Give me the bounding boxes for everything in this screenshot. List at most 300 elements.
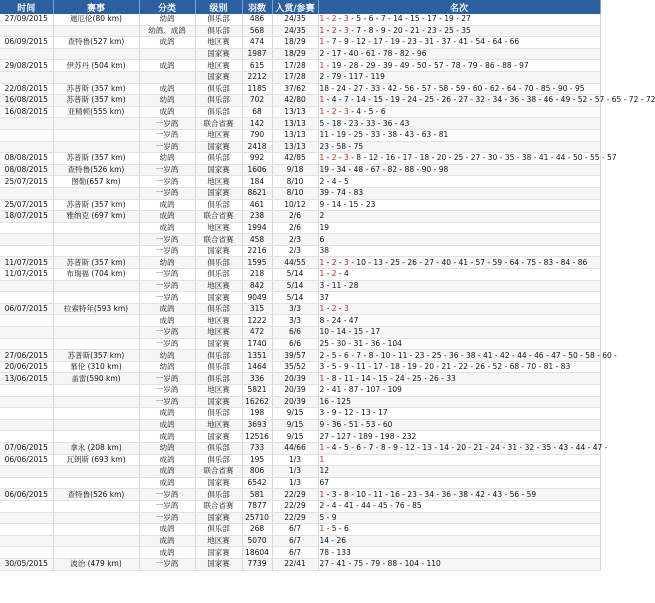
level-cell: 国家赛 <box>195 48 242 60</box>
birds-cell: 7739 <box>242 558 272 570</box>
level-cell: 俱乐部 <box>195 408 242 420</box>
prize-cell: 2/6 <box>272 222 318 234</box>
category-cell: 成鸽 <box>139 454 195 466</box>
category-cell: 成鸽 <box>139 60 195 72</box>
race-cell: 苏普斯 (357 km) <box>53 153 139 165</box>
ranks-cell: 23 - 58 - 75 <box>318 141 600 153</box>
category-cell: 一岁鸽 <box>139 338 195 350</box>
prize-cell: 13/13 <box>272 141 318 153</box>
prize-cell: 18/29 <box>272 48 318 60</box>
category-cell: 幼鸽 <box>139 257 195 269</box>
table-row <box>0 257 600 269</box>
date-cell <box>0 338 53 350</box>
table-row <box>0 396 600 408</box>
race-cell <box>53 408 139 420</box>
prize-cell: 2/6 <box>272 211 318 223</box>
table-row <box>0 245 600 257</box>
level-cell: 联合省赛 <box>195 466 242 478</box>
race-cell <box>53 512 139 524</box>
ranks-cell: 6 <box>318 234 600 246</box>
level-cell: 俱乐部 <box>195 269 242 281</box>
category-cell: 一岁鸽 <box>139 512 195 524</box>
prize-cell: 20/39 <box>272 373 318 385</box>
level-cell: 俱乐部 <box>195 153 242 165</box>
level-cell: 地区赛 <box>195 129 242 141</box>
ranks-cell: 2 <box>318 211 600 223</box>
ranks-cell: 3 - 11 - 28 <box>318 280 600 292</box>
ranks-cell: 27 - 41 - 75 - 79 - 88 - 104 - 110 <box>318 558 600 570</box>
prize-cell: 1/3 <box>272 466 318 478</box>
race-cell <box>53 25 139 37</box>
category-cell: 幼鸽 <box>139 153 195 165</box>
table-row <box>0 48 600 60</box>
ranks-cell: 1 - 5 - 6 <box>318 524 600 536</box>
level-cell: 地区赛 <box>195 315 242 327</box>
ranks-cell: 25 - 30 - 31 - 36 - 104 <box>318 338 600 350</box>
date-cell: 13/06/2015 <box>0 373 53 385</box>
ranks-cell: 19 - 34 - 48 - 67 - 82 - 88 - 90 - 98 <box>318 164 600 176</box>
ranks-cell: 1 - 4 - 5 - 6 - 7 - 8 - 9 - 12 - 13 - 14 - 20 - 21 - 24 - 31 - 32 - 35 - 43 - 44 - 47 - <box>319 443 608 453</box>
date-cell <box>0 48 53 60</box>
birds-cell: 581 <box>242 489 272 501</box>
race-cell: 拉索特年(593 km) <box>53 303 139 315</box>
race-cell <box>53 419 139 431</box>
prize-cell: 22/29 <box>272 489 318 501</box>
level-cell: 地区赛 <box>195 176 242 188</box>
race-cell <box>53 245 139 257</box>
category-cell: 成鸽 <box>139 466 195 478</box>
level-cell: 国家赛 <box>195 338 242 350</box>
table-row <box>0 512 600 524</box>
ranks-cell: 10 - 14 - 15 - 17 <box>318 327 600 339</box>
table-row <box>0 558 600 570</box>
ranks-cell: 1 - 2 - 3 - 4 - 5 - 6 <box>318 106 600 118</box>
prize-cell: 18/29 <box>272 37 318 49</box>
category-cell: 一岁鸽 <box>139 164 195 176</box>
ranks-cell: 1 - 2 - 3 - 5 - 6 - 7 - 14 - 15 - 17 - 19 - 27 <box>318 14 600 25</box>
ranks-cell: 1 - 2 - 3 - 10 - 13 - 25 - 26 - 27 - 40 - 41 - 57 - 59 - 64 - 75 - 83 - 84 - 86 <box>318 257 600 269</box>
birds-cell: 458 <box>242 234 272 246</box>
race-cell <box>53 280 139 292</box>
race-cell <box>53 500 139 512</box>
date-cell <box>0 385 53 397</box>
table-row <box>0 211 600 223</box>
birds-cell: 568 <box>242 25 272 37</box>
date-cell: 20/06/2015 <box>0 361 53 373</box>
table-row <box>0 454 600 466</box>
race-cell <box>53 222 139 234</box>
ranks-cell: 1 <box>318 454 600 466</box>
birds-cell: 16262 <box>242 396 272 408</box>
date-cell <box>0 512 53 524</box>
level-cell: 俱乐部 <box>195 442 242 454</box>
race-cell <box>53 187 139 199</box>
birds-cell: 1185 <box>242 83 272 95</box>
table-row <box>0 129 600 141</box>
level-cell: 地区赛 <box>195 280 242 292</box>
table-row <box>0 60 600 72</box>
table-row <box>0 547 600 559</box>
category-cell <box>139 48 195 60</box>
prize-cell: 44/66 <box>272 442 318 454</box>
race-cell: 查特鲁(527 km) <box>53 37 139 49</box>
table-row <box>0 222 600 234</box>
date-cell <box>0 71 53 83</box>
prize-cell: 5/14 <box>272 292 318 304</box>
date-cell <box>0 396 53 408</box>
ranks-cell: 1 - 2 - 3 - 8 - 12 - 16 - 17 - 18 - 20 - 25 - 27 - 30 - 35 - 38 - 41 - 44 - 50 - 55 - 57 <box>319 153 617 163</box>
category-cell: 幼鸽 <box>139 442 195 454</box>
date-cell <box>0 327 53 339</box>
level-cell: 俱乐部 <box>195 83 242 95</box>
prize-cell: 22/41 <box>272 558 318 570</box>
prize-cell: 42/85 <box>272 153 318 165</box>
category-cell: 成鸽 <box>139 477 195 489</box>
birds-cell: 25710 <box>242 512 272 524</box>
header-birds: 羽数 <box>242 0 272 14</box>
level-cell: 俱乐部 <box>195 25 242 37</box>
date-cell <box>0 222 53 234</box>
table-row <box>0 280 600 292</box>
race-cell: 苏普斯(357 km) <box>53 350 139 362</box>
race-cell <box>53 396 139 408</box>
table-row <box>0 292 600 304</box>
race-cell: 慕伦 (310 km) <box>53 361 139 373</box>
date-cell <box>0 535 53 547</box>
prize-cell: 35/52 <box>272 361 318 373</box>
level-cell: 国家赛 <box>195 558 242 570</box>
race-cell <box>53 327 139 339</box>
prize-cell: 17/28 <box>272 60 318 72</box>
category-cell: 一岁鸽 <box>139 500 195 512</box>
ranks-cell: 5 - 18 - 23 - 33 - 36 - 43 <box>318 118 600 130</box>
level-cell: 俱乐部 <box>195 303 242 315</box>
ranks-cell: 14 - 26 <box>318 535 600 547</box>
table-row <box>0 303 600 315</box>
ranks-cell: 1 - 7 - 9 - 12 - 17 - 19 - 23 - 31 - 37 - 41 - 54 - 64 - 66 <box>318 37 600 49</box>
table-row <box>0 477 600 489</box>
birds-cell: 992 <box>242 153 272 165</box>
prize-cell: 9/15 <box>272 431 318 443</box>
category-cell: 一岁鸽 <box>139 373 195 385</box>
birds-cell: 198 <box>242 408 272 420</box>
race-cell <box>53 477 139 489</box>
ranks-cell: 38 <box>318 245 600 257</box>
birds-cell: 615 <box>242 60 272 72</box>
table-row <box>0 524 600 536</box>
table-row <box>0 164 600 176</box>
prize-cell: 44/55 <box>272 257 318 269</box>
prize-cell: 20/39 <box>272 385 318 397</box>
birds-cell: 790 <box>242 129 272 141</box>
prize-cell: 3/3 <box>272 315 318 327</box>
race-cell: 亚精顿(555 km) <box>53 106 139 118</box>
birds-cell: 2212 <box>242 71 272 83</box>
category-cell: 成鸽 <box>139 315 195 327</box>
birds-cell: 5070 <box>242 535 272 547</box>
race-cell: 苏普斯 (357 km) <box>53 83 139 95</box>
level-cell: 联合省赛 <box>195 234 242 246</box>
race-cell <box>53 338 139 350</box>
date-cell: 27/06/2015 <box>0 350 53 362</box>
birds-cell: 184 <box>242 176 272 188</box>
date-cell: 25/07/2015 <box>0 176 53 188</box>
table-row <box>0 338 600 350</box>
level-cell: 国家赛 <box>195 141 242 153</box>
ranks-cell: 67 <box>318 477 600 489</box>
date-cell: 25/07/2015 <box>0 199 53 211</box>
category-cell: 成鸽 <box>139 303 195 315</box>
level-cell: 俱乐部 <box>195 14 242 25</box>
prize-cell: 37/62 <box>272 83 318 95</box>
level-cell: 联合省赛 <box>195 500 242 512</box>
level-cell: 俱乐部 <box>195 106 242 118</box>
date-cell <box>0 118 53 130</box>
prize-cell: 8/10 <box>272 176 318 188</box>
race-cell: 伊苏丹 (504 km) <box>53 60 139 72</box>
date-cell <box>0 500 53 512</box>
category-cell: 成鸽 <box>139 535 195 547</box>
date-cell: 07/06/2015 <box>0 442 53 454</box>
ranks-cell: 9 - 36 - 51 - 53 - 60 <box>318 419 600 431</box>
category-cell: 一岁鸽 <box>139 385 195 397</box>
table-row <box>0 489 600 501</box>
ranks-cell: 9 - 14 - 15 - 23 <box>318 199 600 211</box>
category-cell: 幼鸽 <box>139 14 195 25</box>
ranks-cell: 37 <box>318 292 600 304</box>
birds-cell: 1987 <box>242 48 272 60</box>
prize-cell: 13/13 <box>272 129 318 141</box>
prize-cell: 6/7 <box>272 535 318 547</box>
level-cell: 俱乐部 <box>195 489 242 501</box>
table-row <box>0 118 600 130</box>
date-cell <box>0 141 53 153</box>
race-cell <box>53 385 139 397</box>
level-cell: 国家赛 <box>195 512 242 524</box>
category-cell: 一岁鸽 <box>139 292 195 304</box>
level-cell: 国家赛 <box>195 547 242 559</box>
category-cell: 成鸽 <box>139 408 195 420</box>
birds-cell: 1606 <box>242 164 272 176</box>
date-cell: 27/09/2015 <box>0 14 53 25</box>
level-cell: 联合省赛 <box>195 211 242 223</box>
birds-cell: 268 <box>242 524 272 536</box>
header-ranks: 名次 <box>318 0 600 14</box>
category-cell: 成鸽 <box>139 106 195 118</box>
table-row <box>0 153 600 165</box>
date-cell: 08/08/2015 <box>0 153 53 165</box>
level-cell: 联合省赛 <box>195 118 242 130</box>
race-cell <box>53 71 139 83</box>
ranks-cell: 1 - 2 - 3 <box>318 303 600 315</box>
birds-cell: 336 <box>242 373 272 385</box>
ranks-cell: 1 - 8 - 11 - 14 - 15 - 24 - 25 - 26 - 33 <box>318 373 600 385</box>
date-cell <box>0 25 53 37</box>
date-cell <box>0 408 53 420</box>
level-cell: 地区赛 <box>195 327 242 339</box>
race-cell <box>53 547 139 559</box>
category-cell: 一岁鸽 <box>139 129 195 141</box>
date-cell <box>0 234 53 246</box>
table-row <box>0 176 600 188</box>
ranks-cell: 1 - 3 - 8 - 10 - 11 - 16 - 23 - 34 - 36 - 38 - 42 - 43 - 56 - 59 <box>318 489 600 501</box>
birds-cell: 486 <box>242 14 272 25</box>
header-race: 赛事 <box>53 0 139 14</box>
ranks-cell: 1 - 2 - 3 - 7 - 8 - 9 - 20 - 21 - 23 - 25 - 35 <box>318 25 600 37</box>
birds-cell: 1595 <box>242 257 272 269</box>
table-row <box>0 361 600 373</box>
date-cell: 11/07/2015 <box>0 269 53 281</box>
ranks-cell: 5 - 9 <box>318 512 600 524</box>
table-body <box>0 14 655 570</box>
race-cell: 苏普斯 (357 km) <box>53 199 139 211</box>
prize-cell: 20/39 <box>272 396 318 408</box>
race-cell: 苏普斯 (357 km) <box>53 257 139 269</box>
date-cell: 06/06/2015 <box>0 454 53 466</box>
table-row <box>0 350 600 362</box>
level-cell: 地区赛 <box>195 60 242 72</box>
ranks-cell: 78 - 133 <box>318 547 600 559</box>
ranks-cell: 12 <box>318 466 600 478</box>
date-cell: 29/08/2015 <box>0 60 53 72</box>
category-cell: 一岁鸽 <box>139 396 195 408</box>
prize-cell: 2/3 <box>272 234 318 246</box>
level-cell: 俱乐部 <box>195 524 242 536</box>
table-row <box>0 269 600 281</box>
date-cell <box>0 419 53 431</box>
category-cell: 成鸽 <box>139 431 195 443</box>
date-cell <box>0 245 53 257</box>
level-cell: 地区赛 <box>195 385 242 397</box>
birds-cell: 1994 <box>242 222 272 234</box>
table-row <box>0 385 600 397</box>
ranks-cell: 11 - 19 - 25 - 33 - 38 - 43 - 63 - 81 <box>318 129 600 141</box>
table-row <box>0 466 600 478</box>
ranks-cell: 19 <box>318 222 600 234</box>
birds-cell: 9049 <box>242 292 272 304</box>
ranks-cell: 2 - 79 - 117 - 119 <box>318 71 600 83</box>
race-cell: 瓦朗斯 (693 km) <box>53 454 139 466</box>
race-cell <box>53 292 139 304</box>
table-row <box>0 315 600 327</box>
table-row <box>0 327 600 339</box>
level-cell: 地区赛 <box>195 419 242 431</box>
prize-cell: 8/10 <box>272 187 318 199</box>
date-cell: 16/08/2015 <box>0 95 53 107</box>
table-row <box>0 431 600 443</box>
prize-cell: 13/13 <box>272 118 318 130</box>
category-cell: 幼鸽 <box>139 361 195 373</box>
race-cell <box>53 535 139 547</box>
table-row <box>0 535 600 547</box>
category-cell: 一岁鸽 <box>139 280 195 292</box>
category-cell: 一岁鸽 <box>139 118 195 130</box>
table-row <box>0 419 600 431</box>
prize-cell: 9/18 <box>272 164 318 176</box>
birds-cell: 195 <box>242 454 272 466</box>
ranks-cell: 1 - 2 - 4 <box>318 269 600 281</box>
race-cell <box>53 524 139 536</box>
ranks-cell: 18 - 24 - 27 - 33 - 42 - 56 - 57 - 58 - 59 - 60 - 62 - 64 - 70 - 85 - 90 - 95 <box>318 83 600 95</box>
birds-cell: 2418 <box>242 141 272 153</box>
level-cell: 国家赛 <box>195 164 242 176</box>
race-cell: 雅纳克 (697 km) <box>53 211 139 223</box>
birds-cell: 8621 <box>242 187 272 199</box>
race-cell <box>53 315 139 327</box>
birds-cell: 806 <box>242 466 272 478</box>
date-cell: 30/05/2015 <box>0 558 53 570</box>
level-cell: 国家赛 <box>195 245 242 257</box>
date-cell <box>0 431 53 443</box>
ranks-cell: 27 - 127 - 189 - 198 - 232 <box>318 431 600 443</box>
level-cell: 俱乐部 <box>195 454 242 466</box>
ranks-cell: 16 - 125 <box>318 396 600 408</box>
race-cell: 波治 (479 km) <box>53 558 139 570</box>
race-cell: 苏普斯 (357 km) <box>53 95 139 107</box>
race-cell: 逦厄伦(80 km) <box>53 14 139 25</box>
level-cell: 国家赛 <box>195 431 242 443</box>
level-cell: 俱乐部 <box>195 199 242 211</box>
race-cell <box>53 48 139 60</box>
birds-cell: 6542 <box>242 477 272 489</box>
ranks-cell: 2 - 4 - 41 - 44 - 45 - 76 - 85 <box>318 500 600 512</box>
race-cell: 拿永 (208 km) <box>53 442 139 454</box>
birds-cell: 1222 <box>242 315 272 327</box>
level-cell: 国家赛 <box>195 477 242 489</box>
ranks-cell: 2 - 41 - 87 - 107 - 109 <box>318 385 600 397</box>
category-cell: 成鸽 <box>139 37 195 49</box>
race-cell: 查特鲁(526 km) <box>53 164 139 176</box>
birds-cell: 7877 <box>242 500 272 512</box>
date-cell <box>0 187 53 199</box>
date-cell: 06/07/2015 <box>0 303 53 315</box>
level-cell: 俱乐部 <box>195 361 242 373</box>
prize-cell: 24/35 <box>272 25 318 37</box>
table-row <box>0 500 600 512</box>
category-cell: 一岁鸽 <box>139 327 195 339</box>
ranks-cell: 2 - 17 - 40 - 61 - 78 - 82 - 96 <box>318 48 600 60</box>
category-cell: 成鸽 <box>139 199 195 211</box>
prize-cell: 6/7 <box>272 524 318 536</box>
date-cell: 06/06/2015 <box>0 489 53 501</box>
category-cell <box>139 71 195 83</box>
table-row <box>0 37 600 49</box>
date-cell <box>0 466 53 478</box>
race-cell: 布瑞福 (704 km) <box>53 269 139 281</box>
category-cell: 成鸽 <box>139 211 195 223</box>
birds-cell: 218 <box>242 269 272 281</box>
prize-cell: 13/13 <box>272 106 318 118</box>
race-cell: 盖雷(590 km) <box>53 373 139 385</box>
birds-cell: 702 <box>242 95 272 107</box>
table-row <box>0 408 600 420</box>
table-row <box>0 25 600 37</box>
category-cell: 成鸽 <box>139 222 195 234</box>
date-cell <box>0 280 53 292</box>
category-cell: 一岁鸽 <box>139 187 195 199</box>
date-cell <box>0 129 53 141</box>
ranks-cell: 2 - 4 - 5 <box>318 176 600 188</box>
table-row <box>0 373 600 385</box>
level-cell: 地区赛 <box>195 535 242 547</box>
level-cell: 国家赛 <box>195 292 242 304</box>
category-cell: 成鸽 <box>139 547 195 559</box>
prize-cell: 1/3 <box>272 454 318 466</box>
birds-cell: 142 <box>242 118 272 130</box>
header-row <box>0 0 600 14</box>
prize-cell: 9/15 <box>272 419 318 431</box>
level-cell: 俱乐部 <box>195 95 242 107</box>
